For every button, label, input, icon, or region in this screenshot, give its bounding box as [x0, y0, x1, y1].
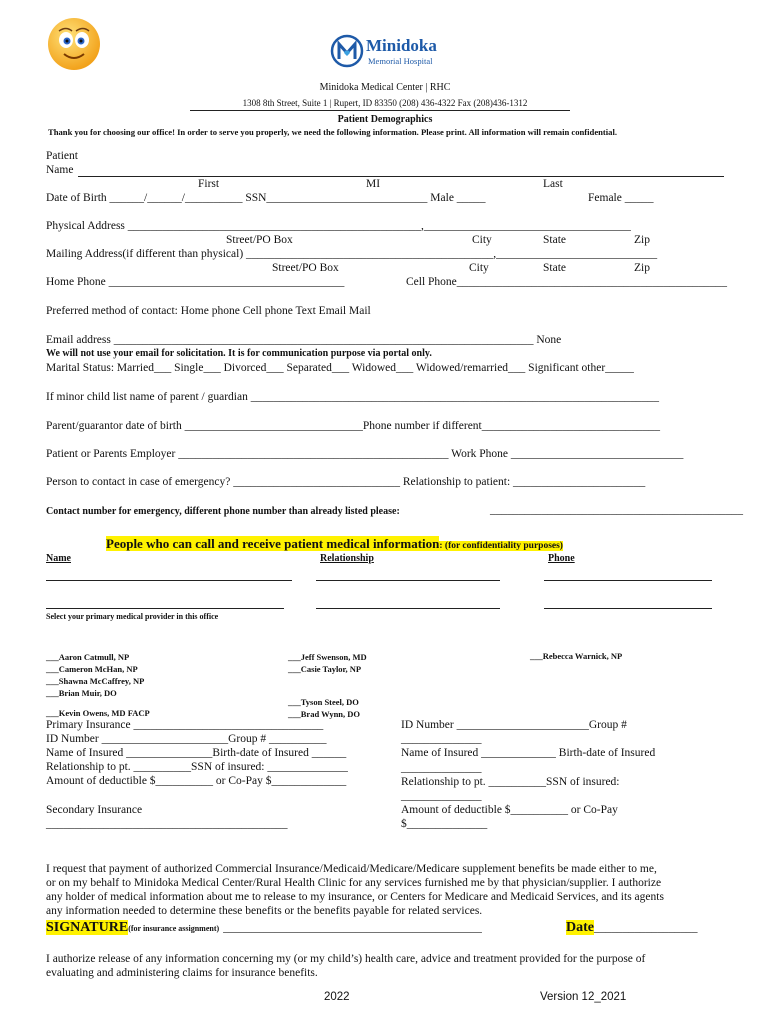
provider-option[interactable]: ___Kevin Owens, MD FACP	[46, 708, 150, 718]
provider-option[interactable]: ___Rebecca Warnick, NP	[530, 651, 623, 661]
mailing-part-city: City	[469, 262, 489, 274]
provider-option[interactable]: ___Casie Taylor, NP	[288, 664, 362, 674]
contact-relationship-line-1[interactable]	[316, 580, 500, 581]
secondary-id-group-field[interactable]: ID Number _______________________Group #	[401, 719, 627, 731]
secondary-insurance-label: Secondary Insurance	[46, 804, 143, 816]
provider-option[interactable]: ___Jeff Swenson, MD	[288, 652, 367, 662]
mailing-part-state: State	[543, 262, 566, 274]
emergency-number-field[interactable]: ____________________________________________	[490, 504, 743, 516]
name-label: Name	[46, 164, 74, 176]
secondary-ssn-blank[interactable]: ______________	[401, 790, 482, 803]
provider-option[interactable]: ___Tyson Steel, DO	[288, 697, 359, 707]
address-part-city: City	[472, 234, 492, 246]
minor-parent-field[interactable]: If minor child list name of parent / guardian _______________________________________________________________________	[46, 391, 659, 403]
provider-col-2	[288, 651, 367, 675]
provider-option[interactable]: ___Shawna McCaffrey, NP	[46, 676, 145, 686]
auth-line: or on my behalf to Minidoka Medical Center/Rural Health Clinic for any services furnished me by that physician/supplier. I authorize	[46, 877, 662, 889]
cell-phone-field[interactable]: Cell Phone_______________________________________________	[406, 276, 728, 288]
mailing-part-street: Street/PO Box	[272, 262, 339, 274]
marital-status-field[interactable]: Marital Status: Married___ Single___ Divorced___ Separated___ Widowed___ Widowed/remarried___ Significant other_____	[46, 362, 634, 374]
no-solicitation-note: We will not use your email for solicitation. It is for communication purpose via portal only.	[46, 348, 432, 359]
employer-field[interactable]: Patient or Parents Employer _______________________________________________ Work Phone ______________________________	[46, 448, 684, 460]
auth-line: any information needed to determine these benefits or the benefits payable for related services.	[46, 905, 483, 917]
dob-ssn-sex-field[interactable]: Date of Birth ______/______/__________ SSN____________________________ Male _____	[46, 192, 486, 204]
emergency-number-label: Contact number for emergency, different phone number than already listed please:	[46, 506, 400, 517]
signature-note: (for insurance assignment)	[128, 924, 220, 933]
col-name: Name	[46, 553, 71, 564]
release-line: I authorize release of any information concerning my (or my child’s) health care, advice and treatment provided for the purpose of	[46, 953, 646, 965]
secondary-copay-blank[interactable]: $______________	[401, 818, 488, 831]
address-part-street: Street/PO Box	[226, 234, 293, 246]
provider-option[interactable]: ___Brian Muir, DO	[46, 688, 117, 698]
provider-option[interactable]: ___Aaron Catmull, NP	[46, 652, 130, 662]
secondary-deductible-field[interactable]: Amount of deductible $__________ or Co-Pay	[401, 804, 618, 817]
contacts-heading: People who can call and receive patient medical information	[106, 536, 440, 551]
primary-insurance-field[interactable]: Primary Insurance _________________________________	[46, 719, 324, 731]
smiley-face-icon	[46, 16, 102, 72]
female-field[interactable]: Female _____	[588, 192, 654, 204]
release-line: evaluating and administering claims for insurance benefits.	[46, 967, 318, 979]
signature-line[interactable]: _____________________________________________	[223, 922, 482, 934]
footer-year: 2022	[324, 991, 350, 1003]
col-relationship: Relationship	[320, 553, 374, 564]
hospital-logo-icon	[330, 34, 364, 68]
provider-option[interactable]: ___Brad Wynn, DO	[288, 709, 361, 719]
contact-relationship-line-2[interactable]	[316, 608, 500, 609]
preferred-contact-field[interactable]: Preferred method of contact: Home phone Cell phone Text Email Mail	[46, 305, 371, 317]
auth-line: I request that payment of authorized Commercial Insurance/Medicaid/Medicare/Medicare supplement benefits be made either to me,	[46, 863, 657, 875]
provider-col-1	[46, 651, 144, 699]
page-title: Patient Demographics	[337, 114, 433, 125]
col-phone: Phone	[548, 553, 575, 564]
contact-phone-line-1[interactable]	[544, 580, 712, 581]
name-part-mi: MI	[366, 178, 381, 190]
address-part-state: State	[543, 234, 566, 246]
insured-name-field[interactable]: Name of Insured _______________Birth-date of Insured ______	[46, 747, 347, 759]
home-phone-field[interactable]: Home Phone _________________________________________	[46, 276, 345, 288]
secondary-group-blank[interactable]: ______________	[401, 733, 482, 746]
secondary-relationship-field[interactable]: Relationship to pt. __________SSN of insured:	[401, 775, 620, 788]
name-part-first: First	[198, 178, 220, 190]
patient-label: Patient	[46, 150, 78, 162]
id-group-field[interactable]: ID Number ______________________Group # __________	[46, 733, 327, 745]
date-line[interactable]: __________________	[594, 922, 698, 934]
address-line: 1308 8th Street, Suite 1 | Rupert, ID 83350 (208) 436-4322 Fax (208)436-1312	[242, 98, 528, 108]
insurance-left	[46, 718, 348, 788]
insurance-right	[401, 718, 655, 832]
contact-name-line-1[interactable]	[46, 580, 292, 581]
contact-name-line-2[interactable]	[46, 608, 284, 609]
name-part-last: Last	[543, 178, 563, 190]
logo-subtitle: Memorial Hospital	[368, 56, 433, 66]
date-label: Date	[566, 920, 594, 935]
deductible-copay-field[interactable]: Amount of deductible $__________ or Co-Pay $_____________	[46, 775, 347, 787]
secondary-insured-field[interactable]: Name of Insured _____________ Birth-date of Insured	[401, 747, 656, 760]
provider-option[interactable]: ___Cameron McHan, NP	[46, 664, 138, 674]
mailing-part-zip: Zip	[634, 262, 650, 274]
physical-address-field[interactable]: Physical Address ___________________________________________________,____________________________________	[46, 220, 631, 232]
footer-version: Version 12_2021	[540, 991, 627, 1003]
signature-label: SIGNATURE	[46, 920, 129, 935]
provider-heading: Select your primary medical provider in this office	[46, 612, 219, 621]
contacts-heading-note: : (for confidentiality purposes)	[439, 541, 563, 551]
provider-col-2b	[288, 696, 360, 720]
center-line: Minidoka Medical Center | RHC	[319, 82, 451, 93]
intro-text: Thank you for choosing our office! In order to serve you properly, we need the following information. Please print. All information will remain confidential.	[48, 127, 618, 137]
contact-phone-line-2[interactable]	[544, 608, 712, 609]
mailing-address-field[interactable]: Mailing Address(if different than physical) ___________________________________________,____________________________	[46, 248, 658, 260]
emergency-contact-field[interactable]: Person to contact in case of emergency? _____________________________ Relationship to patient: _______________________	[46, 476, 646, 488]
logo-name: Minidoka	[366, 36, 437, 55]
authorization-paragraph	[46, 862, 664, 918]
address-part-zip: Zip	[634, 234, 650, 246]
secondary-dob-blank[interactable]: ______________	[401, 761, 482, 774]
secondary-insurance-field[interactable]: __________________________________________	[46, 818, 288, 830]
guardian-dob-field[interactable]: Parent/guarantor date of birth _______________________________Phone number if different_______________________________	[46, 420, 660, 432]
release-paragraph	[46, 952, 645, 980]
auth-line: any holder of medical information about me to release to my insurance, or Centers for Medicare and Medicaid Services, and its agents	[46, 891, 664, 903]
email-field[interactable]: Email address _________________________________________________________________________ None	[46, 334, 562, 346]
relationship-ssn-field[interactable]: Relationship to pt. __________SSN of insured: ______________	[46, 761, 348, 773]
